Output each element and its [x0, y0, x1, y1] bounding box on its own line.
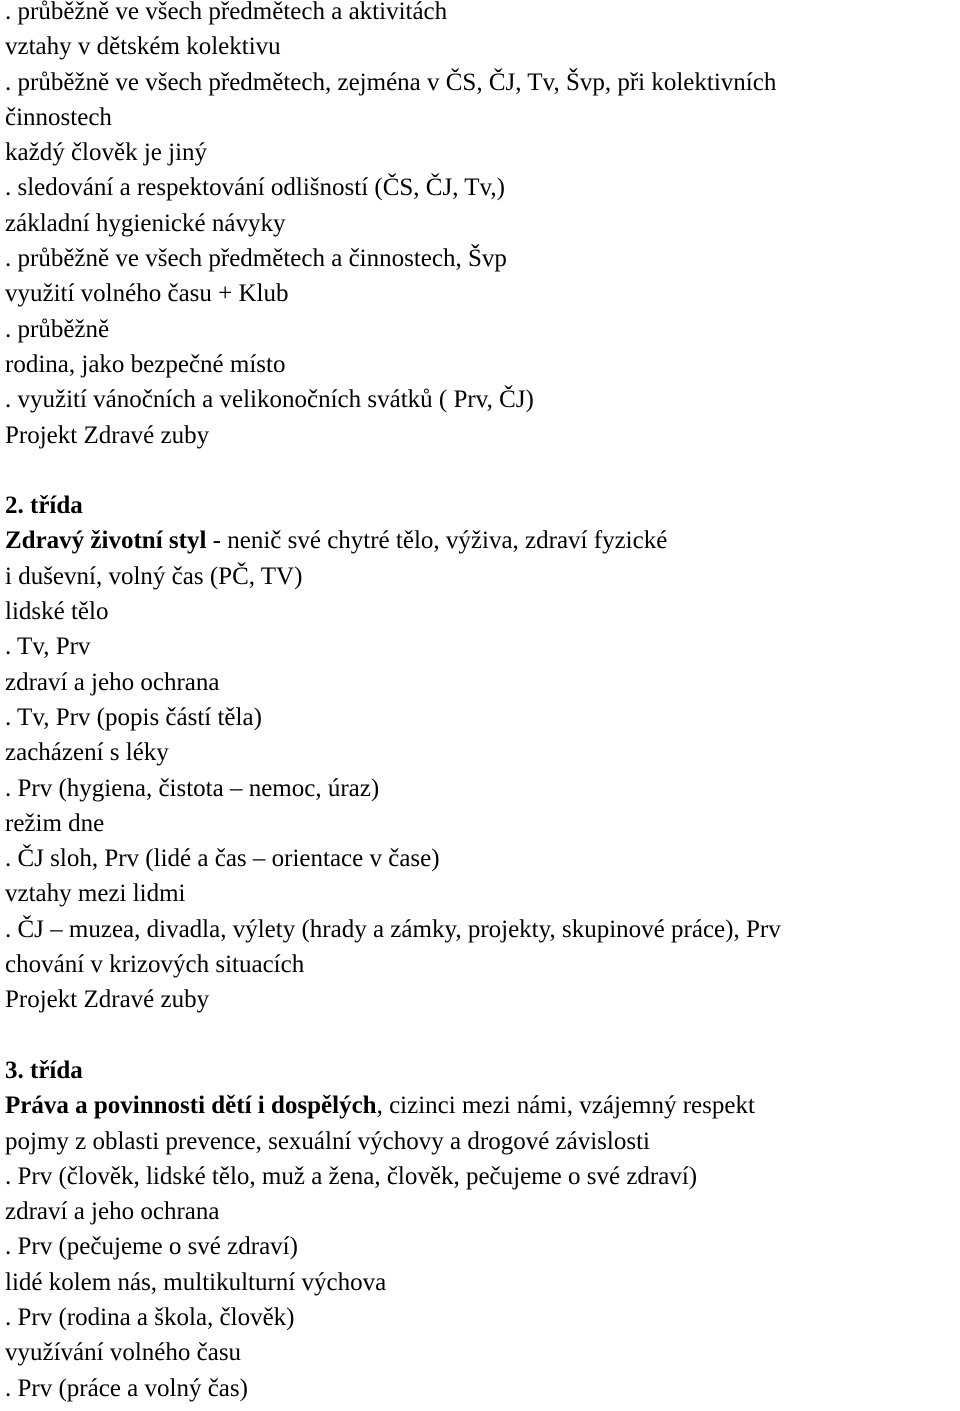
text-line: každý člověk je jiný [5, 139, 208, 167]
grade-3-heading: 3. třída [5, 1056, 83, 1084]
text-line: . Prv (rodina a škola, člověk) [5, 1303, 295, 1331]
text-line: využití volného času + Klub [5, 280, 289, 308]
text-line: zacházení s léky [5, 739, 169, 767]
text-line: . Prv (pečujeme o své zdraví) [5, 1233, 298, 1261]
text-line: zdraví a jeho ochrana [5, 1198, 220, 1226]
text-line: pojmy z oblasti prevence, sexuální výchovy a drogové závislosti [5, 1127, 650, 1155]
text-line: vztahy mezi lidmi [5, 880, 186, 908]
text-line: . ČJ – muzea, divadla, výlety (hrady a zámky, projekty, skupinové práce), Prv [5, 915, 781, 943]
text-line: zdraví a jeho ochrana [5, 668, 220, 696]
project-line: Projekt Zdravé zuby [5, 421, 210, 449]
text-line: . využití vánočních a velikonočních svátků ( Prv, ČJ) [5, 386, 534, 414]
text-line: . ČJ sloh, Prv (lidé a čas – orientace v čase) [5, 845, 440, 873]
text-line: i duševní, volný čas (PČ, TV) [5, 562, 303, 590]
text-line: lidé kolem nás, multikulturní výchova [5, 1268, 387, 1296]
text-line: lidské tělo [5, 598, 109, 626]
grade-2-theme-text: - nenič své chytré tělo, výživa, zdraví fyzické [206, 527, 668, 555]
grade-3-theme-title: Práva a povinnosti dětí i dospělých [5, 1092, 377, 1120]
text-line: . Prv (práce a volný čas) [5, 1374, 248, 1402]
text-line: . sledování a respektování odlišností (ČS, ČJ, Tv,) [5, 174, 505, 202]
text-line: . průběžně ve všech předmětech a činnostech, Švp [5, 245, 507, 273]
paragraph-gap [5, 1018, 955, 1053]
text-line: chování v krizových situacích [5, 951, 305, 979]
text-line: činnostech [5, 103, 112, 131]
grade-2-heading: 2. třída [5, 492, 83, 520]
text-line: . Prv (hygiena, čistota – nemoc, úraz) [5, 774, 380, 802]
text-line: vztahy v dětském kolektivu [5, 33, 281, 61]
document-page [5, 0, 955, 1406]
project-line: Projekt Zdravé zuby [5, 986, 210, 1014]
text-line: základní hygienické návyky [5, 209, 286, 237]
grade-3-theme [5, 1088, 955, 1123]
grade-2-theme [5, 523, 955, 558]
text-line: . průběžně ve všech předmětech a aktivitách [5, 0, 448, 25]
text-line: . průběžně ve všech předmětech, zejména v ČS, ČJ, Tv, Švp, při kolektivních [5, 68, 777, 96]
text-line: . Prv (člověk, lidské tělo, muž a žena, člověk, pečujeme o své zdraví) [5, 1162, 698, 1190]
text-line: rodina, jako bezpečné místo [5, 350, 286, 378]
grade-2-theme-title: Zdravý životní styl [5, 527, 207, 555]
text-line: využívání volného času [5, 1339, 242, 1367]
grade-3-theme-text: , cizinci mezi námi, vzájemný respekt [376, 1092, 755, 1120]
text-line: . průběžně [5, 315, 110, 343]
text-line: režim dne [5, 809, 105, 837]
text-line: . Tv, Prv [5, 633, 91, 661]
paragraph-gap [5, 453, 955, 488]
text-line: . Tv, Prv (popis částí těla) [5, 703, 262, 731]
